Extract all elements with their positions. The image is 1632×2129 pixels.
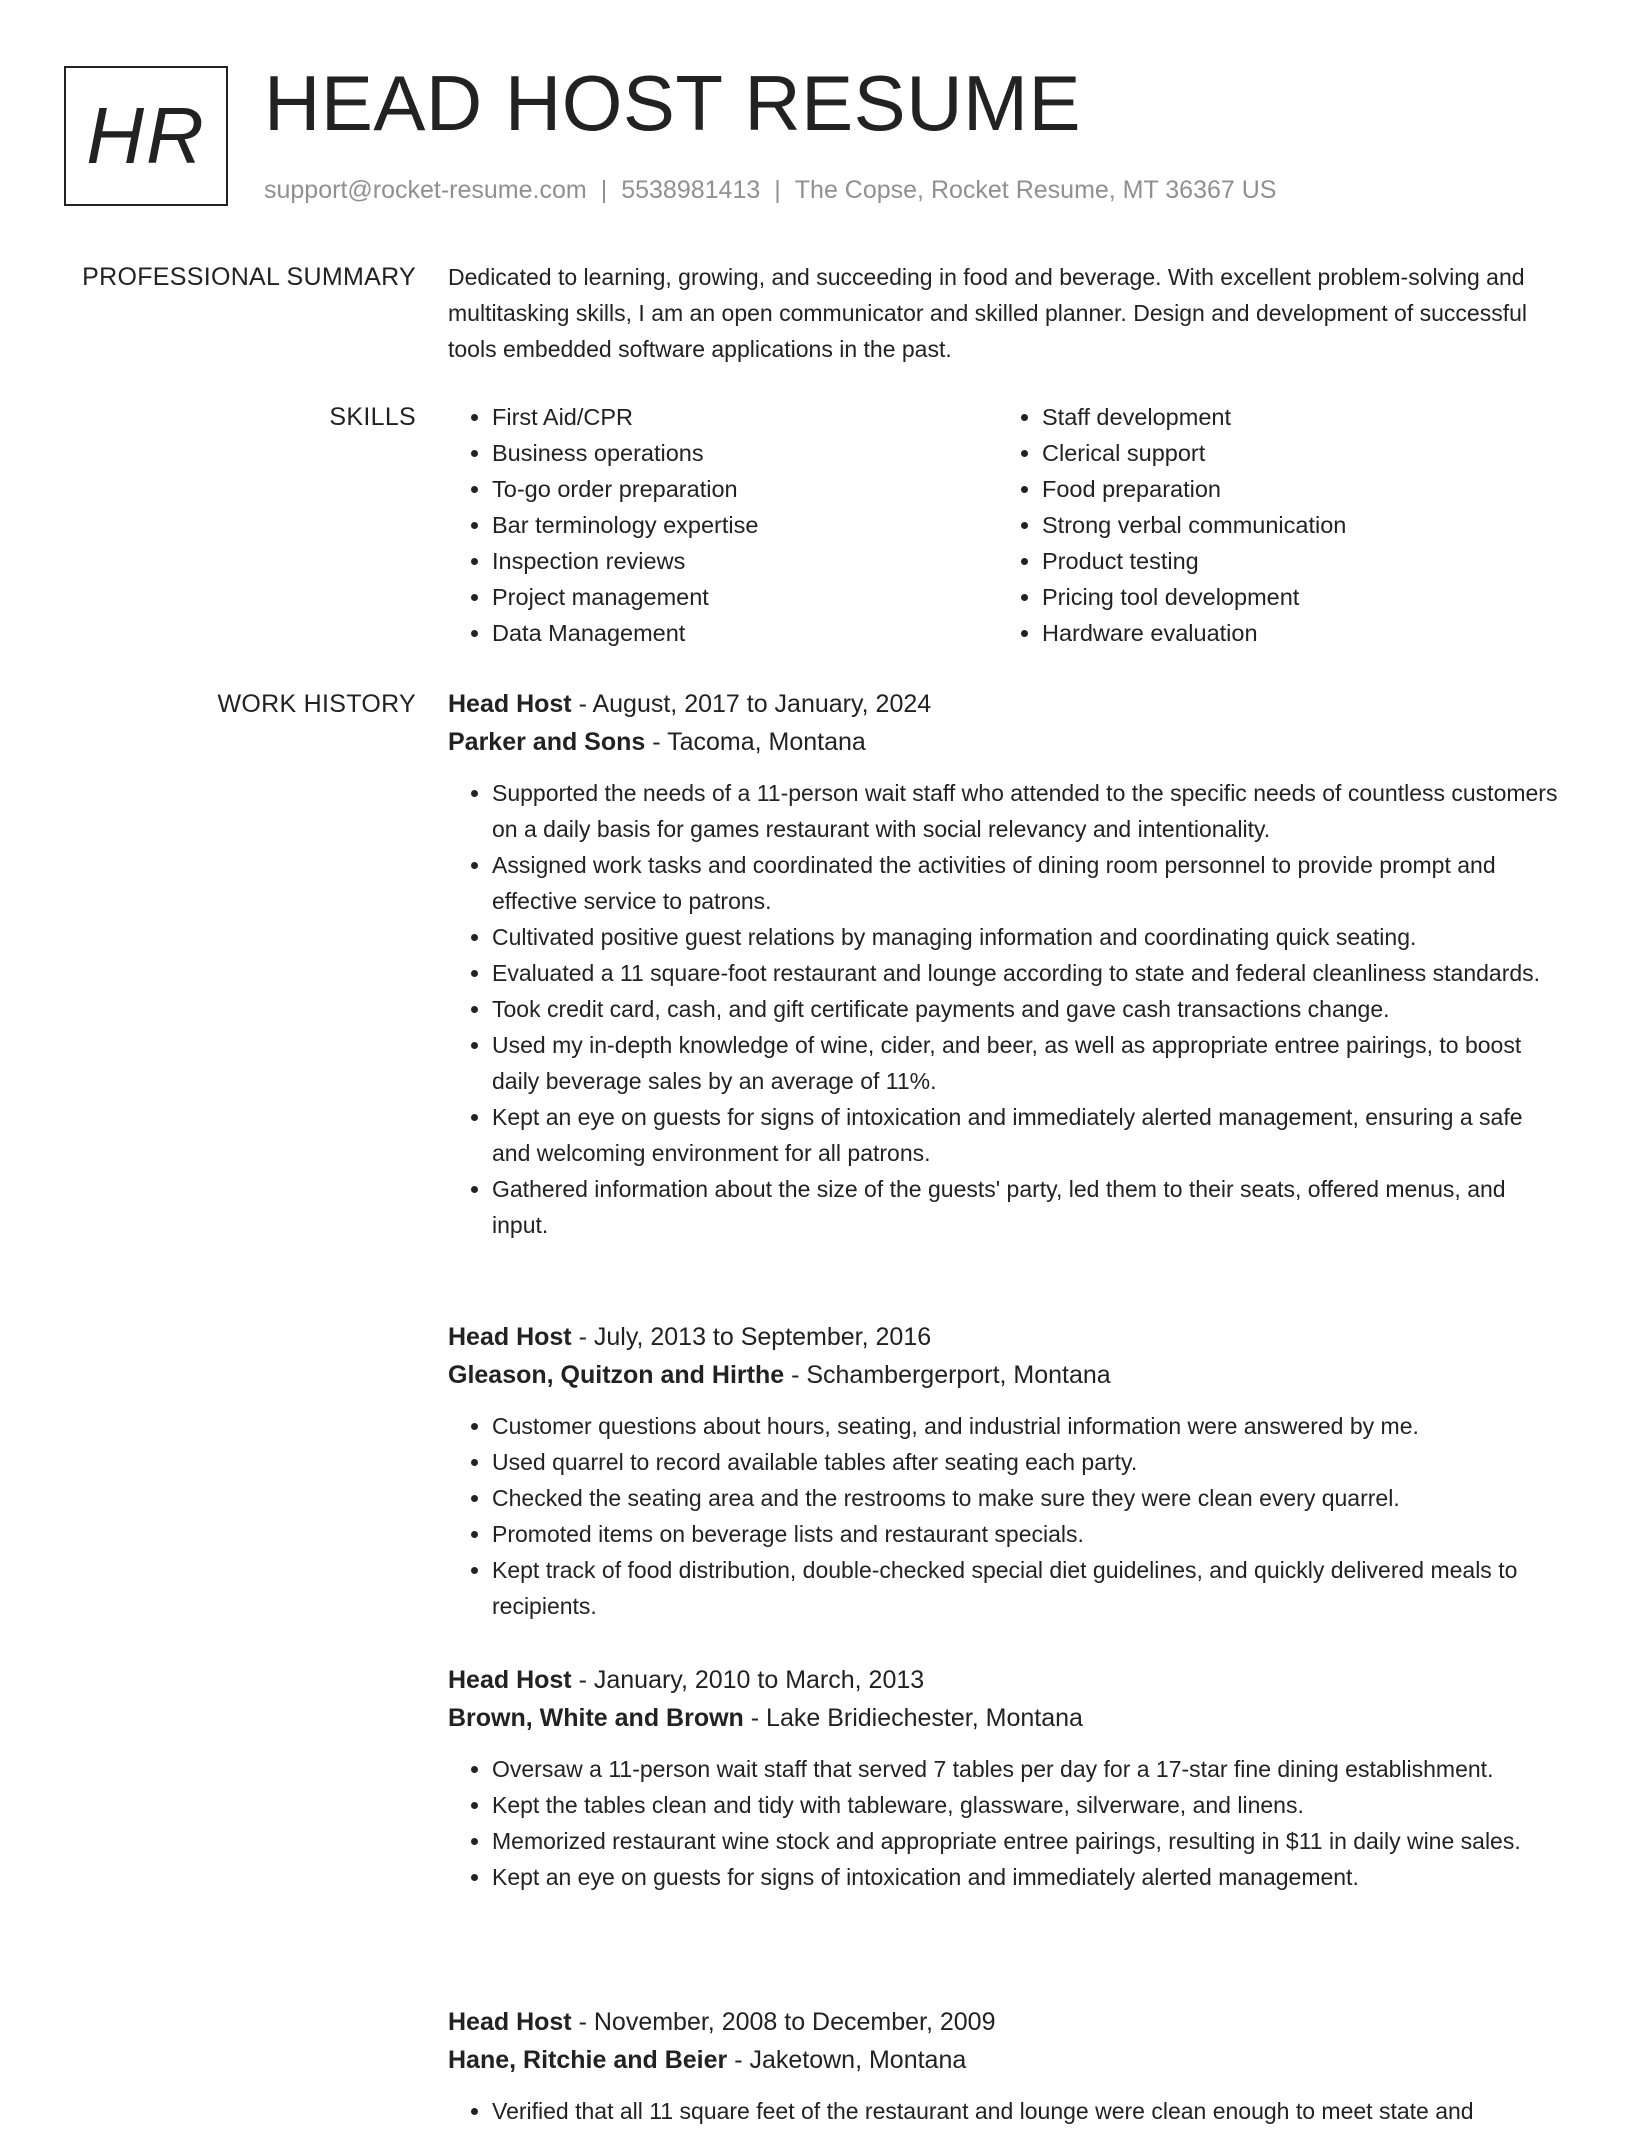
job-duty: • Supported the needs of a 11-person wait staff who attended to the specific needs of countless customers on a daily basis for games restaurant with social relevancy and intentionality. [492, 775, 1563, 847]
job-duty: • Oversaw a 11-person wait staff that served 7 tables per day for a 17-star fine dining establishment. [492, 1751, 1563, 1787]
skill-item: • Hardware evaluation [1042, 615, 1548, 651]
job-duty: • Evaluated a 11 square-foot restaurant and lounge according to state and federal cleanliness standards. [492, 955, 1563, 991]
skill-item: • Project management [492, 579, 998, 615]
summary-text: Dedicated to learning, growing, and succeeding in food and beverage. With excellent problem-solving and multitasking skills, I am an open communicator and skilled planner. Design and development of successful tools embedded software applications in the past. [448, 264, 1528, 362]
contact-phone: 5538981413 [621, 176, 761, 204]
monogram-logo: HR [64, 66, 228, 206]
job-duty: • Used my in-depth knowledge of wine, cider, and beer, as well as appropriate entree pairings, to boost daily beverage sales by an average of 11%. [492, 1027, 1563, 1099]
skill-item: • Food preparation [1042, 471, 1548, 507]
job-entry [448, 2003, 1563, 2129]
skill-item: • Bar terminology expertise [492, 507, 998, 543]
contact-line [264, 174, 1276, 206]
job-duty: • Kept an eye on guests for signs of intoxication and immediately alerted management. [492, 1859, 1563, 1895]
job-duty: • Promoted items on beverage lists and restaurant specials. [492, 1516, 1563, 1552]
skill-item: • Clerical support [1042, 435, 1548, 471]
page-title: HEAD HOST RESUME [264, 59, 1082, 147]
job-duty: • Used quarrel to record available tables after seating each party. [492, 1444, 1563, 1480]
summary-heading: PROFESSIONAL SUMMARY [82, 263, 416, 291]
job-dates: - August, 2017 to January, 2024 [571, 690, 932, 718]
job-company: Hane, Ritchie and Beier [448, 2046, 728, 2074]
job-location: - Schambergerport, Montana [784, 1361, 1111, 1389]
job-duty: • Took credit card, cash, and gift certificate payments and gave cash transactions change. [492, 991, 1563, 1027]
skills-list-left [448, 399, 998, 651]
job-duty: • Customer questions about hours, seating, and industrial information were answered by me. [492, 1408, 1563, 1444]
job-duty: • Cultivated positive guest relations by managing information and coordinating quick seating. [492, 919, 1563, 955]
job-duty: • Assigned work tasks and coordinated the activities of dining room personnel to provide prompt and effective service to patrons. [492, 847, 1563, 919]
work-heading: WORK HISTORY [217, 690, 416, 718]
job-title: Head Host [448, 1323, 572, 1351]
job-company: Brown, White and Brown [448, 1704, 744, 1732]
skill-item: • First Aid/CPR [492, 399, 998, 435]
job-entry [448, 1661, 1563, 1895]
job-duty: • Kept track of food distribution, double-checked special diet guidelines, and quickly delivered meals to recipients. [492, 1552, 1563, 1624]
job-duty: • Memorized restaurant wine stock and appropriate entree pairings, resulting in $11 in daily wine sales. [492, 1823, 1563, 1859]
skill-item: • Inspection reviews [492, 543, 998, 579]
job-title: Head Host [448, 690, 572, 718]
job-location: - Lake Bridiechester, Montana [743, 1704, 1083, 1732]
skill-item: • Product testing [1042, 543, 1548, 579]
job-duty: • Verified that all 11 square feet of the restaurant and lounge were clean enough to meet state and [492, 2093, 1563, 2129]
skills-list-right [998, 399, 1548, 651]
job-duties [448, 1751, 1563, 1895]
job-company: Gleason, Quitzon and Hirthe [448, 1361, 785, 1389]
job-location: - Tacoma, Montana [645, 728, 866, 756]
contact-address: The Copse, Rocket Resume, MT 36367 US [794, 176, 1277, 204]
skill-item: • Data Management [492, 615, 998, 651]
contact-separator: | [774, 176, 781, 204]
job-duty: • Kept the tables clean and tidy with tableware, glassware, silverware, and linens. [492, 1787, 1563, 1823]
skill-item: • To-go order preparation [492, 471, 998, 507]
job-company: Parker and Sons [448, 728, 646, 756]
skills-heading: SKILLS [329, 403, 416, 431]
contact-separator: | [600, 176, 608, 204]
job-entry [448, 685, 1563, 1243]
skill-item: • Business operations [492, 435, 998, 471]
job-dates: - November, 2008 to December, 2009 [571, 2008, 996, 2036]
job-title: Head Host [448, 2008, 572, 2036]
job-duty: • Kept an eye on guests for signs of intoxication and immediately alerted management, ensuring a safe and welcoming environment for all patrons. [492, 1099, 1563, 1171]
skill-item: • Pricing tool development [1042, 579, 1548, 615]
skill-item: • Staff development [1042, 399, 1548, 435]
skill-item: • Strong verbal communication [1042, 507, 1548, 543]
job-dates: - January, 2010 to March, 2013 [571, 1666, 925, 1694]
job-entry [448, 1318, 1563, 1624]
job-duty: • Gathered information about the size of the guests' party, led them to their seats, offered menus, and input. [492, 1171, 1563, 1243]
job-duties [448, 2093, 1563, 2129]
job-dates: - July, 2013 to September, 2016 [571, 1323, 932, 1351]
job-duty: • Checked the seating area and the restrooms to make sure they were clean every quarrel. [492, 1480, 1563, 1516]
contact-email: support@rocket-resume.com [264, 176, 587, 204]
job-duties [448, 775, 1563, 1243]
job-duties [448, 1408, 1563, 1624]
job-location: - Jaketown, Montana [727, 2046, 967, 2074]
job-title: Head Host [448, 1666, 572, 1694]
